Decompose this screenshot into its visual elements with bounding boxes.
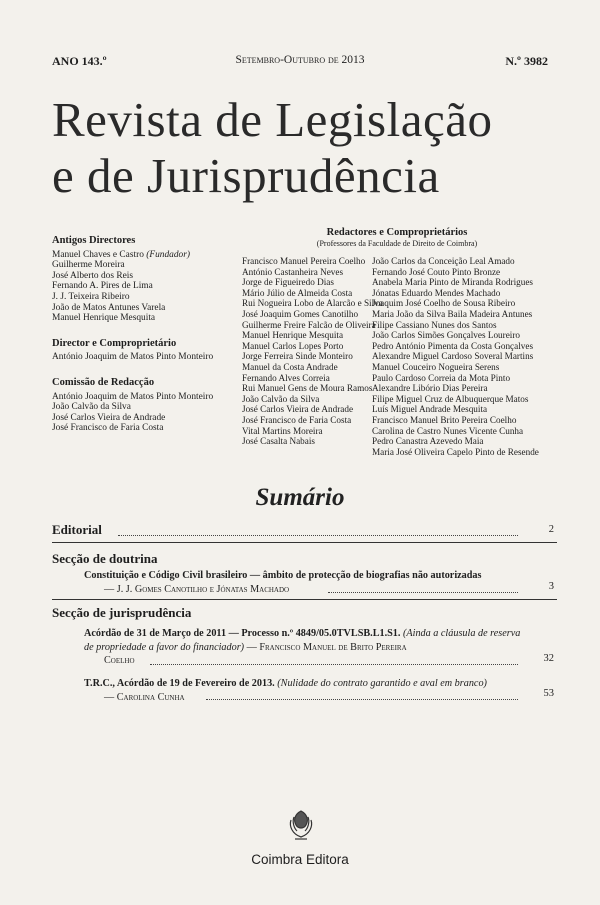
staff-name: José Carlos Vieira de Andrade: [52, 412, 166, 423]
issue-date: Setembro-Outubro de 2013: [235, 54, 365, 66]
redactor-name: Filipe Miguel Cruz de Albuquerque Matos: [372, 393, 529, 404]
redactor-name: Maria José Oliveira Capelo Pinto de Resende: [372, 446, 539, 457]
entry1-note: (Ainda a cláusula de reserva de propriedade a favor do financiador): [84, 628, 521, 653]
leader-dots: [206, 699, 518, 700]
doutrina-entry-authors: — J. J. Gomes Canotilho e Jónatas Machado: [104, 583, 290, 595]
redactor-name: Carolina de Castro Nunes Vicente Cunha: [372, 425, 524, 436]
entry1-author-a: — Francisco Manuel de Brito Pereira: [246, 641, 407, 653]
redactor-name: Vital Martins Moreira: [242, 425, 323, 436]
leader-dots: [150, 664, 518, 665]
redactor-name: José Francisco de Faria Costa: [242, 414, 352, 425]
leader-dots: [328, 592, 518, 593]
redactor-name: Alexandre Miguel Cardoso Soveral Martins: [372, 351, 534, 362]
issue-number: N.º 3982: [505, 54, 548, 68]
staff-name: João de Matos Antunes Varela: [52, 302, 166, 313]
staff-name: José Francisco de Faria Costa: [52, 423, 164, 434]
redactores-heading: Redactores e Comproprietários: [326, 227, 468, 238]
redactor-name: Joaquim José Coelho de Sousa Ribeiro: [372, 298, 516, 309]
jurisprudencia-heading: Secção de jurisprudência: [52, 605, 192, 620]
redactor-name: João Calvão da Silva: [242, 393, 320, 404]
summary-heading: Sumário: [255, 484, 345, 511]
header-bar: [52, 54, 548, 70]
leader-dots: [118, 535, 518, 536]
staff-name: Guilherme Moreira: [52, 260, 125, 271]
entry1-title: Acórdão de 31 de Março de 2011 — Processo n.º 4849/05.0TVLSB.L1.S1.: [84, 628, 401, 639]
redactor-name: Jónatas Eduardo Mendes Machado: [372, 287, 501, 298]
redactor-name: Fernando José Couto Pinto Bronze: [372, 266, 501, 277]
redactores-subheading: (Professores da Faculdade de Direito de Coimbra): [316, 239, 478, 248]
redactores-col-1: [242, 256, 392, 447]
publisher-name: Coimbra Editora: [251, 852, 349, 867]
entry1-page: 32: [543, 653, 554, 664]
staff-name: João Calvão da Silva: [52, 402, 131, 413]
redactor-name: Pedro António Pimenta da Costa Gonçalves: [372, 340, 534, 351]
director-block: [52, 339, 217, 363]
redactor-name: Jorge de Figueiredo Dias: [242, 277, 334, 288]
editorial-label: Editorial: [52, 522, 102, 537]
redactor-name: José Joaquim Gomes Canotilho: [242, 308, 359, 319]
redactor-name: Manuel Henrique Mesquita: [242, 330, 344, 341]
redactor-name: Filipe Cassiano Nunes dos Santos: [372, 319, 497, 330]
staff-name: António Joaquim de Matos Pinto Monteiro: [52, 391, 214, 402]
doutrina-page: 3: [548, 581, 554, 592]
staff-left-column: [52, 236, 217, 449]
redactor-name: Manuel Carlos Lopes Porto: [242, 340, 344, 351]
issue-year: ANO 143.º: [52, 54, 107, 68]
comissao-block: [52, 378, 217, 434]
redactor-name: Manuel da Costa Andrade: [242, 361, 338, 372]
logo-motto: [0, 845, 600, 850]
title-line-1: Revista de Legislação: [52, 92, 493, 147]
redactor-name: Alexandre Libório Dias Pereira: [372, 383, 488, 394]
editorial-page: 2: [548, 524, 554, 535]
redactor-name: José Carlos Vieira de Andrade: [242, 404, 354, 415]
redactor-name: João Carlos da Conceição Leal Amado: [372, 256, 515, 266]
antigos-heading: Antigos Directores: [52, 235, 136, 246]
redactor-name: Francisco Manuel Pereira Coelho: [242, 256, 366, 266]
redactor-name: Rui Manuel Gens de Moura Ramos: [242, 383, 373, 394]
staff-name: José Alberto dos Reis: [52, 270, 133, 281]
doutrina-entry-title: Constituição e Código Civil brasileiro — âmbito de protecção de biografias não autorizadas: [84, 570, 482, 581]
redactor-name: Guilherme Freire Falcão de Oliveira: [242, 319, 376, 330]
redactor-name: Francisco Manuel Brito Pereira Coelho: [372, 414, 517, 425]
antigos-directores: [52, 236, 217, 324]
redactor-name: José Casalta Nabais: [242, 436, 315, 447]
comissao-heading: Comissão de Redacção: [52, 376, 155, 388]
entry2-page: 53: [543, 688, 554, 699]
divider: [52, 542, 557, 543]
entry2-title: T.R.C., Acórdão de 19 de Fevereiro de 2013.: [84, 678, 275, 689]
redactor-name: Jorge Ferreira Sinde Monteiro: [242, 351, 353, 362]
redactor-name: Manuel Couceiro Nogueira Serens: [372, 361, 500, 372]
redactor-name: António Castanheira Neves: [242, 266, 344, 277]
redactor-name: Anabela Maria Pinto de Miranda Rodrigues: [372, 277, 533, 288]
redactor-name: Mário Júlio de Almeida Costa: [242, 287, 353, 298]
staff-name: Manuel Chaves e Castro (Fundador): [52, 249, 190, 260]
staff-name: Manuel Henrique Mesquita: [52, 313, 156, 324]
entry2-author: — Carolina Cunha: [104, 691, 185, 703]
staff-name: António Joaquim de Matos Pinto Monteiro: [52, 352, 214, 363]
redactores-col-2: [372, 256, 552, 457]
director-heading: Director e Comproprietário: [52, 337, 177, 349]
entry1-author-b: Coelho: [104, 655, 135, 666]
redactor-name: Fernando Alves Correia: [242, 372, 330, 383]
jurisprudencia-entry-1: [84, 627, 524, 668]
redactores-block: [242, 227, 552, 457]
redactor-name: Luís Miguel Andrade Mesquita: [372, 404, 488, 415]
redactor-name: Pedro Canastra Azevedo Maia: [372, 436, 484, 447]
doutrina-heading: Secção de doutrina: [52, 551, 158, 566]
divider: [52, 599, 557, 600]
redactor-name: Rui Nogueira Lobo de Alarcão e Silva: [242, 298, 383, 309]
redactor-name: Paulo Cardoso Correia da Mota Pinto: [372, 372, 511, 383]
redactor-name: João Carlos Simões Gonçalves Loureiro: [372, 330, 520, 341]
journal-title: [52, 92, 552, 204]
title-line-2: e de Jurisprudência: [52, 148, 440, 203]
redactor-name: Maria João da Silva Baila Madeira Antunes: [372, 308, 533, 319]
staff-name: Fernando A. Pires de Lima: [52, 281, 153, 292]
staff-name: J. J. Teixeira Ribeiro: [52, 291, 130, 302]
entry2-note: (Nulidade do contrato garantido e aval em branco): [277, 678, 487, 689]
publisher-logo-icon: [283, 808, 319, 842]
